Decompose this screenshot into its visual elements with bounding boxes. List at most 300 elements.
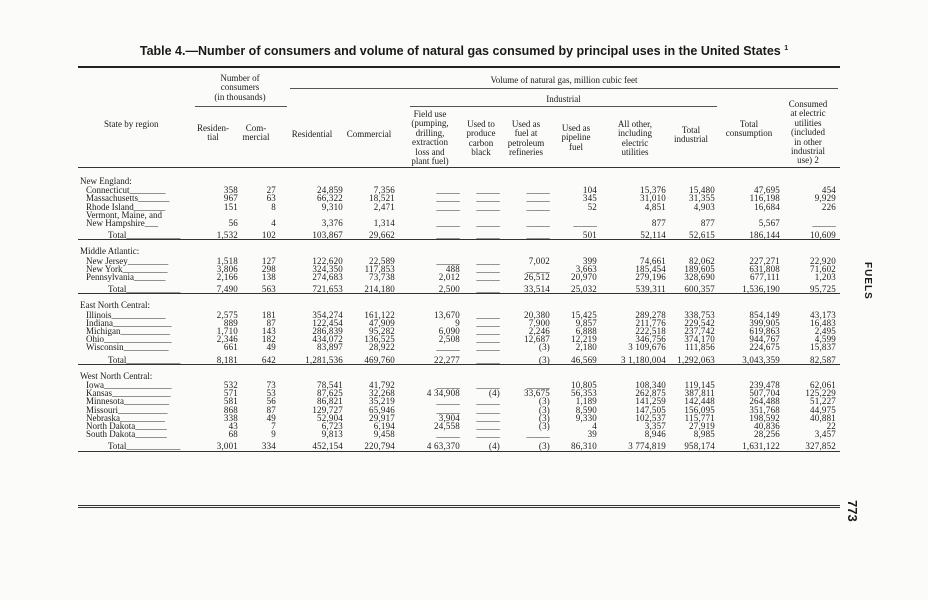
table-cell: 22,277 [434, 354, 460, 365]
table-cell: 8,985 [693, 429, 715, 440]
column-header-line: drilling, [415, 127, 445, 138]
table-cell: 83,897 [317, 342, 343, 353]
table-cell: _____ [476, 309, 500, 320]
table-cell: 125,229 [805, 388, 836, 399]
state-row-label: Indiana_____________ [86, 317, 172, 328]
table-cell: 454 [821, 185, 836, 196]
table-cell: 354,274 [312, 309, 343, 320]
table-cell: 16,684 [754, 201, 780, 212]
table-cell: _____ [476, 429, 500, 440]
table-cell: 20,970 [571, 272, 597, 282]
table-cell: _____ [436, 404, 460, 415]
table-cell: _____ [526, 230, 550, 241]
table-cell: 279,196 [635, 272, 666, 282]
table-cell: 66,322 [317, 193, 343, 204]
table-cell: 1,292,063 [677, 354, 715, 365]
column-header-line: at electric [790, 108, 826, 119]
table-cell: 87 [266, 404, 276, 415]
table-cell: (3) [538, 421, 550, 431]
table-cell: _____ [526, 185, 550, 196]
column-header-11 [718, 120, 780, 139]
table-cell: 1,518 [216, 255, 238, 266]
table-cell: _____ [476, 185, 500, 196]
table-cell: 31,010 [640, 193, 666, 204]
table-cell: _____ [812, 218, 836, 228]
column-header-line: refineries [509, 147, 543, 158]
table-cell: 3,376 [321, 218, 343, 228]
column-header-line: consumption [725, 128, 773, 139]
column-header-line: including [618, 128, 652, 139]
region-heading: New England: [80, 176, 132, 186]
table-cell: 334 [261, 441, 276, 452]
table-cell: 345 [582, 193, 597, 204]
table-cell: 9,458 [373, 429, 395, 440]
page-number: 773 [845, 500, 860, 522]
table-cell: 52 [587, 201, 597, 212]
table-cell: 2,166 [216, 272, 238, 282]
table-cell: 3,357 [644, 421, 666, 431]
table-cell: 958,174 [684, 441, 715, 452]
column-header-5 [400, 110, 460, 166]
table-cell: 13,670 [434, 309, 460, 320]
column-header-line: tial [207, 132, 219, 143]
column-header-9 [604, 120, 666, 158]
table-cell: _____ [436, 429, 460, 440]
table-cell: 501 [582, 230, 597, 241]
table-cell: 43 [228, 421, 238, 431]
column-header-line: mercial [242, 132, 270, 143]
table-cell: 5,567 [758, 218, 780, 228]
table-cell: 1,710 [216, 326, 238, 336]
table-cell: _____ [436, 201, 460, 212]
table-cell: 15,376 [640, 185, 666, 196]
table-cell: 95,282 [369, 326, 395, 336]
table-cell: 346,756 [635, 334, 666, 345]
table-cell: 7,900 [528, 317, 550, 328]
table-cell: 2,508 [438, 334, 460, 345]
table-cell: 3 1,180,004 [621, 354, 666, 365]
table-cell: 47,695 [754, 185, 780, 196]
table-cell: 26,512 [524, 272, 550, 282]
table-cell: 15,837 [810, 342, 836, 353]
table-cell: 1,314 [373, 218, 395, 228]
table-cell: _____ [436, 396, 460, 407]
state-row-label: New York__________ [86, 263, 168, 274]
table-cell: 8,590 [575, 404, 597, 415]
table-cell: _____ [476, 255, 500, 266]
table-cell: _____ [476, 334, 500, 345]
column-header-line: utilities [621, 147, 649, 158]
table-cell: 68 [228, 429, 238, 440]
table-cell: (3) [538, 342, 550, 353]
state-row-label: Rhode Island_______ [86, 201, 166, 212]
table-cell: 262,875 [635, 388, 666, 399]
column-header-line: utilities [794, 117, 822, 128]
table-cell: 71,602 [810, 263, 836, 274]
table-cell: 4,599 [814, 334, 836, 345]
volume-group-header: Volume of natural gas, million cubic feet [490, 75, 638, 85]
table-cell: _____ [436, 230, 460, 241]
table-cell: 82,062 [689, 255, 715, 266]
column-header-line: industrial [674, 134, 708, 145]
table-cell: 1,532 [216, 230, 238, 241]
state-row-label: Connecticut________ [86, 185, 166, 196]
table-cell: 469,760 [364, 354, 395, 365]
table-cell: 571 [223, 388, 238, 399]
table-cell: 286,839 [312, 326, 343, 336]
table-cell: 237,742 [684, 326, 715, 336]
table-cell: 51,227 [810, 396, 836, 407]
column-header-line: pipeline [561, 132, 591, 143]
table-cell: _____ [476, 230, 500, 241]
table-cell: 47,909 [369, 317, 395, 328]
state-row-label: South Dakota_______ [86, 429, 167, 440]
table-cell: 222,518 [635, 326, 666, 336]
table-cell: 7 [271, 421, 276, 431]
table-cell: 52,114 [640, 230, 666, 241]
table-cell: 2,180 [575, 342, 597, 353]
table-cell: 239,478 [749, 380, 780, 390]
table-cell: 63 [266, 193, 276, 204]
table-cell: 56,353 [571, 388, 597, 399]
table-cell: (3) [538, 354, 550, 365]
table-cell: 142,448 [684, 396, 715, 407]
table-cell: 141,259 [635, 396, 666, 407]
table-cell: _____ [476, 421, 500, 431]
state-row-label: Massachusetts_______ [86, 193, 170, 204]
table-cell: 87 [266, 317, 276, 328]
table-cell: _____ [526, 218, 550, 228]
table-cell: 4 34,908 [426, 388, 460, 399]
table-cell: _____ [526, 193, 550, 204]
table-cell: 108,340 [635, 380, 666, 390]
table-cell: 116,198 [749, 193, 780, 204]
industrial-group-header: Industrial [546, 94, 581, 104]
table-cell: 18,521 [369, 193, 395, 204]
column-header-line: use) 2 [797, 155, 819, 166]
column-header-line: industrial [791, 146, 825, 157]
table-cell: _____ [436, 342, 460, 353]
table-cell: 4,851 [644, 201, 666, 212]
table-cell: 44,975 [810, 404, 836, 415]
table-cell: 3 774,819 [628, 441, 666, 452]
column-header-12 [780, 100, 836, 166]
table-cell: 136,525 [364, 334, 395, 345]
table-cell: _____ [476, 396, 500, 407]
state-row-label: Kansas_____________ [86, 388, 171, 399]
table-cell: 73 [266, 380, 276, 390]
state-row-label: Pennsylvania_______ [86, 272, 166, 282]
table-cell: 78,541 [317, 380, 343, 390]
table-cell: 40,881 [810, 412, 836, 423]
column-header-line: Used to [467, 119, 495, 129]
state-row-label: Ohio_______________ [86, 334, 172, 345]
table-cell: _____ [526, 380, 550, 390]
table-cell: 32,268 [369, 388, 395, 399]
table-cell: 82,587 [810, 354, 836, 365]
table-cell: _____ [476, 272, 500, 282]
state-row-label: New Hampshire___ [86, 218, 159, 228]
state-row-label: Michigan___________ [86, 326, 170, 336]
table-cell: 677,111 [750, 272, 780, 282]
table-cell: 539,311 [635, 284, 666, 295]
table-cell: 33,675 [524, 388, 550, 399]
table-cell: 327,852 [805, 441, 836, 452]
table-cell: 2,246 [528, 326, 550, 336]
table-cell: 9,310 [321, 201, 343, 212]
column-header-line: carbon [468, 137, 494, 148]
table-cell: 56 [266, 396, 276, 407]
column-header-line: black [471, 147, 491, 158]
table-cell: 127 [261, 255, 276, 266]
table-cell: 3 109,676 [628, 342, 666, 353]
table-cell: 86,310 [571, 441, 597, 452]
table-cell: 338,753 [684, 309, 715, 320]
table-cell: 721,653 [312, 284, 343, 295]
table-cell: 185,454 [635, 263, 666, 274]
table-cell: 1,631,122 [742, 441, 780, 452]
table-cell: _____ [436, 193, 460, 204]
table-cell: _____ [573, 218, 597, 228]
table-cell: 25,032 [571, 284, 597, 295]
table-cell: 4 63,370 [426, 441, 460, 452]
column-header-8 [555, 124, 597, 152]
table-cell: _____ [436, 218, 460, 228]
table-cell: 102,537 [635, 412, 666, 423]
table-cell: 338 [223, 412, 238, 423]
table-cell: 8 [271, 201, 276, 212]
table-cell: _____ [526, 201, 550, 212]
region-heading: Middle Atlantic: [80, 246, 140, 257]
table-cell: 43,173 [810, 309, 836, 320]
table-cell: 2,500 [438, 284, 460, 295]
state-row-label: Nebraska__________ [86, 412, 165, 423]
column-header-1 [188, 124, 238, 143]
table-cell: 507,704 [749, 388, 780, 399]
total-row-label: Total____________ [108, 284, 181, 295]
column-header-4 [343, 130, 395, 139]
table-cell: 532 [223, 380, 238, 390]
table-cell: 49 [266, 412, 276, 423]
table-cell: 2,346 [216, 334, 238, 345]
table-cell: 27 [266, 185, 276, 196]
column-header-line: fuel [569, 141, 583, 152]
table-cell: 95,725 [810, 284, 836, 295]
table-cell: 220,794 [364, 441, 395, 452]
table-cell: 224,675 [749, 342, 780, 353]
table-cell: 4 [592, 421, 597, 431]
table-cell: _____ [476, 263, 500, 274]
table-cell: 229,542 [684, 317, 715, 328]
table-cell: 631,808 [749, 263, 780, 274]
table-cell: 33,514 [524, 284, 550, 295]
table-cell: 102 [261, 230, 276, 241]
table-cell: _____ [476, 317, 500, 328]
table-cell: 452,154 [312, 441, 343, 452]
consumers-rule [195, 106, 287, 107]
column-header-line: (included [791, 127, 825, 138]
table-cell: 7,490 [216, 284, 238, 295]
table-cell: (3) [538, 412, 550, 423]
table-cell: 6,194 [373, 421, 395, 431]
table-cell: 324,350 [312, 263, 343, 274]
table-cell: 186,144 [749, 230, 780, 241]
table-cell: 9,929 [814, 193, 836, 204]
column-header-line: produce [466, 128, 496, 139]
table-cell: 214,180 [364, 284, 395, 295]
table-cell: 12,219 [571, 334, 597, 345]
table-cell: 52,615 [689, 230, 715, 241]
section-rule [78, 239, 840, 240]
table-cell: _____ [476, 404, 500, 415]
table-cell: 642 [261, 354, 276, 365]
table-cell: _____ [476, 193, 500, 204]
table-cell: (3) [538, 396, 550, 407]
table-cell: 52,904 [317, 412, 343, 423]
section-rule [78, 293, 840, 294]
state-row-label: Vermont, Maine, and [86, 209, 162, 220]
table-cell: _____ [476, 342, 500, 353]
table-cell: 9,813 [321, 429, 343, 440]
table-cell: 117,853 [364, 263, 395, 274]
table-cell: _____ [526, 429, 550, 440]
table-cell: 3,457 [814, 429, 836, 440]
table-cell: 65,946 [369, 404, 395, 415]
total-row-label: Total____________ [108, 354, 181, 365]
table-cell: 24,859 [317, 185, 343, 196]
table-cell: 182 [261, 334, 276, 345]
table-cell: 10,805 [571, 380, 597, 390]
table-cell: 29,917 [369, 412, 395, 423]
table-cell: 111,856 [685, 342, 715, 353]
column-header-line: plant fuel) [411, 156, 449, 167]
column-header-line: petroleum [507, 137, 545, 148]
table-cell: _____ [476, 354, 500, 365]
column-header-10 [667, 126, 715, 145]
column-header-line: extraction [412, 137, 448, 148]
table-cell: 151 [223, 201, 238, 212]
state-row-label: North Dakota_______ [86, 421, 167, 431]
table-cell: 4,903 [693, 201, 715, 212]
table-cell: _____ [476, 284, 500, 295]
table-cell: 147,505 [635, 404, 666, 415]
table-cell: 62,061 [810, 380, 836, 390]
table-cell: 9 [455, 317, 460, 328]
table-cell: 1,189 [575, 396, 597, 407]
column-header-6 [462, 120, 500, 158]
table-cell: 387,811 [684, 388, 715, 399]
table-cell: 877 [651, 218, 666, 228]
table-cell: 581 [223, 396, 238, 407]
table-cell: 1,536,190 [742, 284, 780, 295]
table-cell: 115,771 [684, 412, 715, 423]
state-row-label: Missouri___________ [86, 404, 168, 415]
table-cell: 20,380 [524, 309, 550, 320]
table-cell: 40,836 [754, 421, 780, 431]
table-cell: _____ [476, 218, 500, 228]
section-rule [78, 364, 840, 365]
table-cell: 16,483 [810, 317, 836, 328]
table-cell: 22,589 [369, 255, 395, 266]
table-cell: 211,776 [635, 317, 666, 328]
table-cell: 9,857 [575, 317, 597, 328]
table-cell: 868 [223, 404, 238, 415]
column-header-line: Commercial [346, 129, 392, 139]
table-cell: 1,203 [814, 272, 836, 282]
industrial-rule [410, 106, 717, 107]
table-cell: 328,690 [684, 272, 715, 282]
table-cell: 226 [821, 201, 836, 212]
table-cell: 264,488 [749, 396, 780, 407]
table-cell: 374,170 [684, 334, 715, 345]
table-cell: 661 [223, 342, 238, 353]
table-cell: 3,043,359 [742, 354, 780, 365]
table-cell: 122,620 [312, 255, 343, 266]
column-header-line: Field use [413, 109, 447, 119]
state-row-label: Wisconsin__________ [86, 342, 169, 353]
table-cell: 289,278 [635, 309, 666, 320]
column-header-line: Residen- [197, 123, 229, 133]
table-cell: 10,609 [810, 230, 836, 241]
table-cell: 24,558 [434, 421, 460, 431]
table-cell: 600,357 [684, 284, 715, 295]
table-cell: 29,662 [369, 230, 395, 241]
table-cell: 129,727 [312, 404, 343, 415]
table-cell: 28,922 [369, 342, 395, 353]
table-cell: 351,768 [749, 404, 780, 415]
table-cell: 2,495 [814, 326, 836, 336]
table-cell: _____ [436, 255, 460, 266]
state-row-label: Illinois____________ [86, 309, 166, 320]
state-row-label: New Jersey_________ [86, 255, 169, 266]
stub-header: State by region [104, 119, 159, 129]
table-cell: 1,281,536 [305, 354, 343, 365]
table-cell: 4 [271, 218, 276, 228]
table-cell: 103,867 [312, 230, 343, 241]
column-header-line: Consumed [788, 99, 828, 109]
table-cell: 156,095 [684, 404, 715, 415]
table-cell: 227,271 [749, 255, 780, 266]
table-cell: 104 [582, 185, 597, 196]
table-cell: 7,002 [528, 255, 550, 266]
table-cell: 3,806 [216, 263, 238, 274]
table-cell: 122,454 [312, 317, 343, 328]
table-cell: 9 [271, 429, 276, 440]
table-cell: 944,767 [749, 334, 780, 345]
table-cell: 41,792 [369, 380, 395, 390]
table-title: Table 4.—Number of consumers and volume of natural gas consumed by principal uses in the United States $^1$ [139, 44, 789, 58]
table-cell: 2,471 [373, 201, 395, 212]
table-cell: 161,122 [364, 309, 395, 320]
table-cell: (4) [488, 441, 500, 452]
table-cell: 8,181 [216, 354, 238, 365]
table-cell: _____ [476, 201, 500, 212]
table-cell: 6,723 [321, 421, 343, 431]
table-cell: 563 [261, 284, 276, 295]
table-cell: 119,145 [684, 380, 715, 390]
column-header-line: electric [621, 137, 649, 148]
top-rule [78, 66, 840, 68]
table-cell: 3,904 [438, 412, 460, 423]
table-cell: 358 [223, 185, 238, 196]
column-header-7 [502, 120, 550, 158]
column-header-line: Total [681, 125, 701, 135]
table-cell: 854,149 [749, 309, 780, 320]
table-cell: 8,946 [644, 429, 666, 440]
table-cell: 86,821 [317, 396, 343, 407]
region-heading: West North Central: [80, 370, 153, 381]
table-cell: _____ [526, 263, 550, 274]
